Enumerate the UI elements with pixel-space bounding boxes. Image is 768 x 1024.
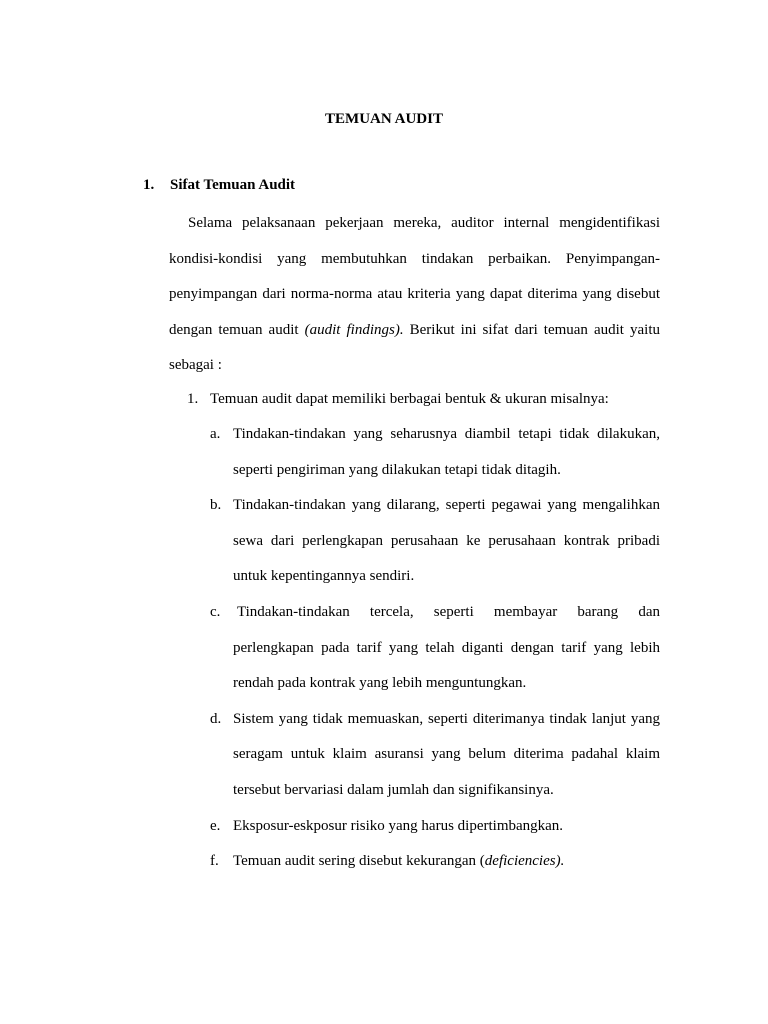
list-item-text: Tindakan-tindakan yang seharusnya diambil tetapi tidak dilakukan, seperti pengiriman yang dilakukan tetapi tidak ditagih. (233, 426, 660, 478)
section-number: 1. (143, 177, 155, 193)
lettered-list (210, 417, 660, 880)
list-marker: b. (210, 497, 222, 514)
list-item-e (210, 809, 660, 845)
list-marker: d. (210, 710, 222, 727)
intro-italic-term: (audit findings). (304, 321, 404, 338)
list-marker: a. (210, 426, 221, 442)
intro-text-end: Berikut ini sifat dari temuan audit yaitu sebagai : (169, 321, 661, 374)
list-item-text: Tindakan-tindakan tercela, seperti membayar barang dan perlengkapan pada tarif yang telah diganti dengan tarif yang lebih rendah pada kontrak yang lebih menguntungkan. (233, 603, 660, 692)
numbered-item-text: Temuan audit dapat memiliki berbagai bentuk & ukuran misalnya: (210, 391, 609, 407)
list-item-c (210, 595, 660, 702)
list-item-text-start: Temuan audit sering disebut kekurangan ( (233, 853, 485, 870)
numbered-item (187, 388, 660, 410)
list-item-f (210, 844, 660, 880)
list-item-text (233, 844, 660, 880)
list-item-b (210, 488, 660, 595)
list-marker: c. (210, 603, 221, 620)
list-item-italic-term: deficiencies). (484, 853, 565, 870)
list-item-a (210, 417, 660, 488)
list-item-d (210, 702, 660, 809)
list-marker: e. (210, 817, 221, 834)
intro-paragraph (169, 206, 660, 384)
list-marker: f. (210, 853, 219, 870)
list-item-text: Eksposur-eskposur risiko yang harus dipertimbangkan. (233, 817, 564, 834)
section-title: Sifat Temuan Audit (170, 177, 296, 193)
list-item-text: Sistem yang tidak memuaskan, seperti diterimanya tindak lanjut yang seragam untuk klaim asuransi yang belum diterima padahal klaim tersebut bervariasi dalam jumlah dan signifikansinya. (233, 710, 660, 798)
intro-text: Selama pelaksanaan pekerjaan mereka, auditor internal mengidentifikasi kondisi-kondisi yang membutuhkan tindakan perbaikan. Penyimpangan-penyimpangan dari norma-norma atau kriteria yang dapat diterima yang disebut dengan temuan audit (169, 215, 660, 338)
document-title: TEMUAN AUDIT (325, 111, 443, 127)
numbered-item-number: 1. (187, 391, 199, 407)
list-item-text: Tindakan-tindakan yang dilarang, seperti pegawai yang mengalihkan sewa dari perlengkapan perusahaan ke perusahaan kontrak pribadi untuk kepentingannya sendiri. (233, 497, 660, 585)
section-heading (143, 174, 295, 196)
